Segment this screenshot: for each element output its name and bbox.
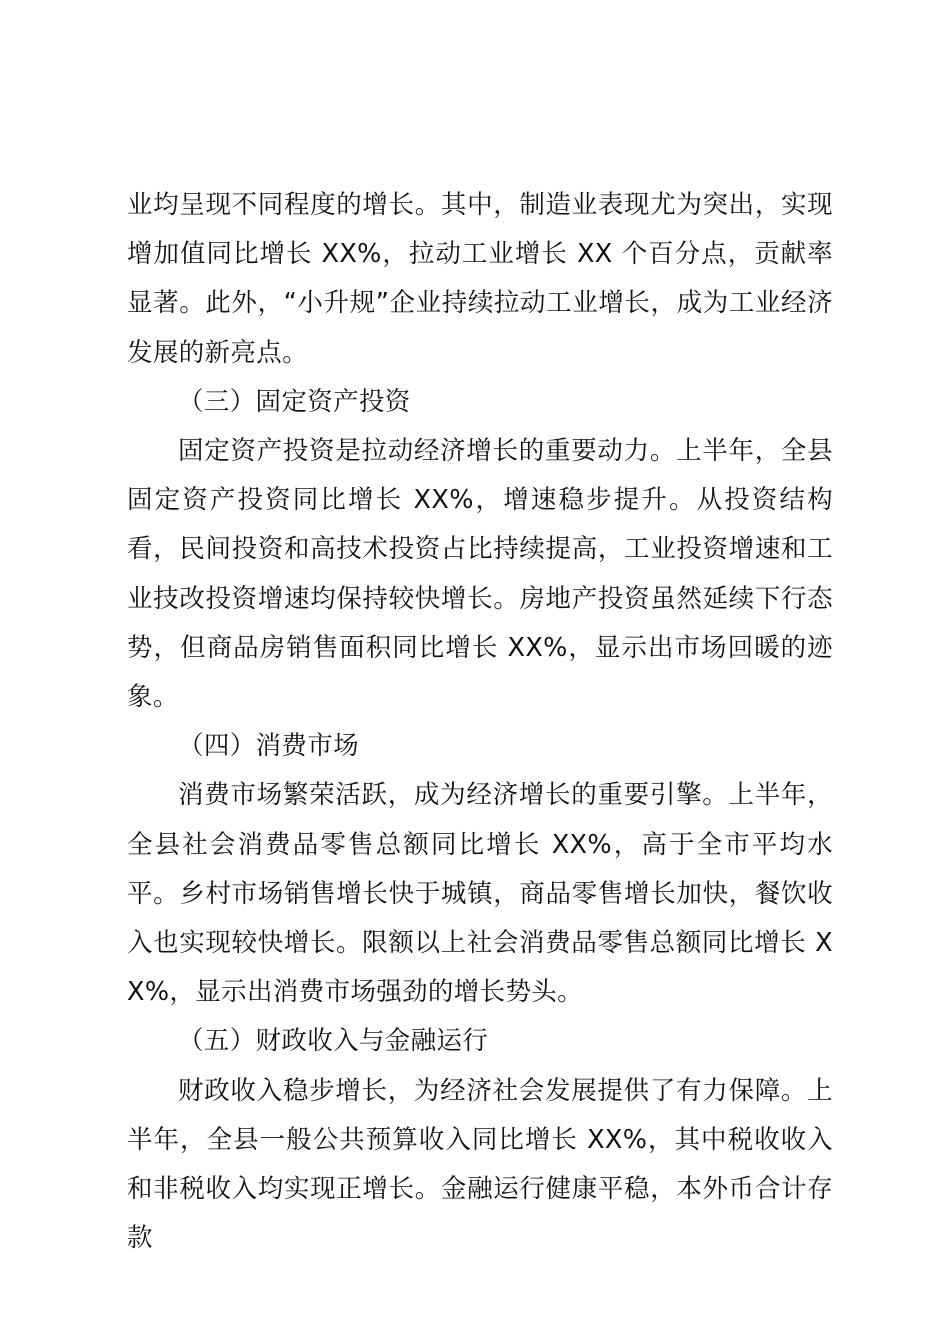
- section-heading-fixed-asset-investment: （三）固定资产投资: [178, 386, 411, 417]
- paragraph-fixed-asset-investment: 固定资产投资是拉动经济增长的重要动力。上半年，全县固定资产投资同比增长 XX%，增速稳步提升。从投资结构看，民间投资和高技术投资占比持续提高，工业投资增速和工业技改投资增速均保持较快增长。房地产投资虽然延续下行态势，但商品房销售面积同比增长 XX%，显示出市场回暖的迹象。: [127, 436, 833, 713]
- section-heading-fiscal-financial: （五）财政收入与金融运行: [178, 1026, 489, 1057]
- section-heading-consumer-market: （四）消费市场: [178, 731, 359, 762]
- paragraph-fiscal-financial: 财政收入稳步增长，为经济社会发展提供了有力保障。上半年，全县一般公共预算收入同比增长 XX%，其中税收收入和非税收入均实现正增长。金融运行健康平稳，本外币合计存款: [127, 1075, 833, 1254]
- document-body: [127, 181, 833, 1263]
- paragraph-industry-continued: 业均呈现不同程度的增长。其中，制造业表现尤为突出，实现增加值同比增长 XX%，拉动工业增长 XX 个百分点，贡献率显著。此外，“小升规”企业持续拉动工业增长，成为工业经济发展的新亮点。: [127, 190, 833, 368]
- paragraph-consumer-market: 消费市场繁荣活跃，成为经济增长的重要引擎。上半年，全县社会消费品零售总额同比增长 XX%，高于全市平均水平。乡村市场销售增长快于城镇，商品零售增长加快，餐饮收入也实现较快增长。限额以上社会消费品零售总额同比增长 XX%，显示出消费市场强劲的增长势头。: [127, 780, 833, 1008]
